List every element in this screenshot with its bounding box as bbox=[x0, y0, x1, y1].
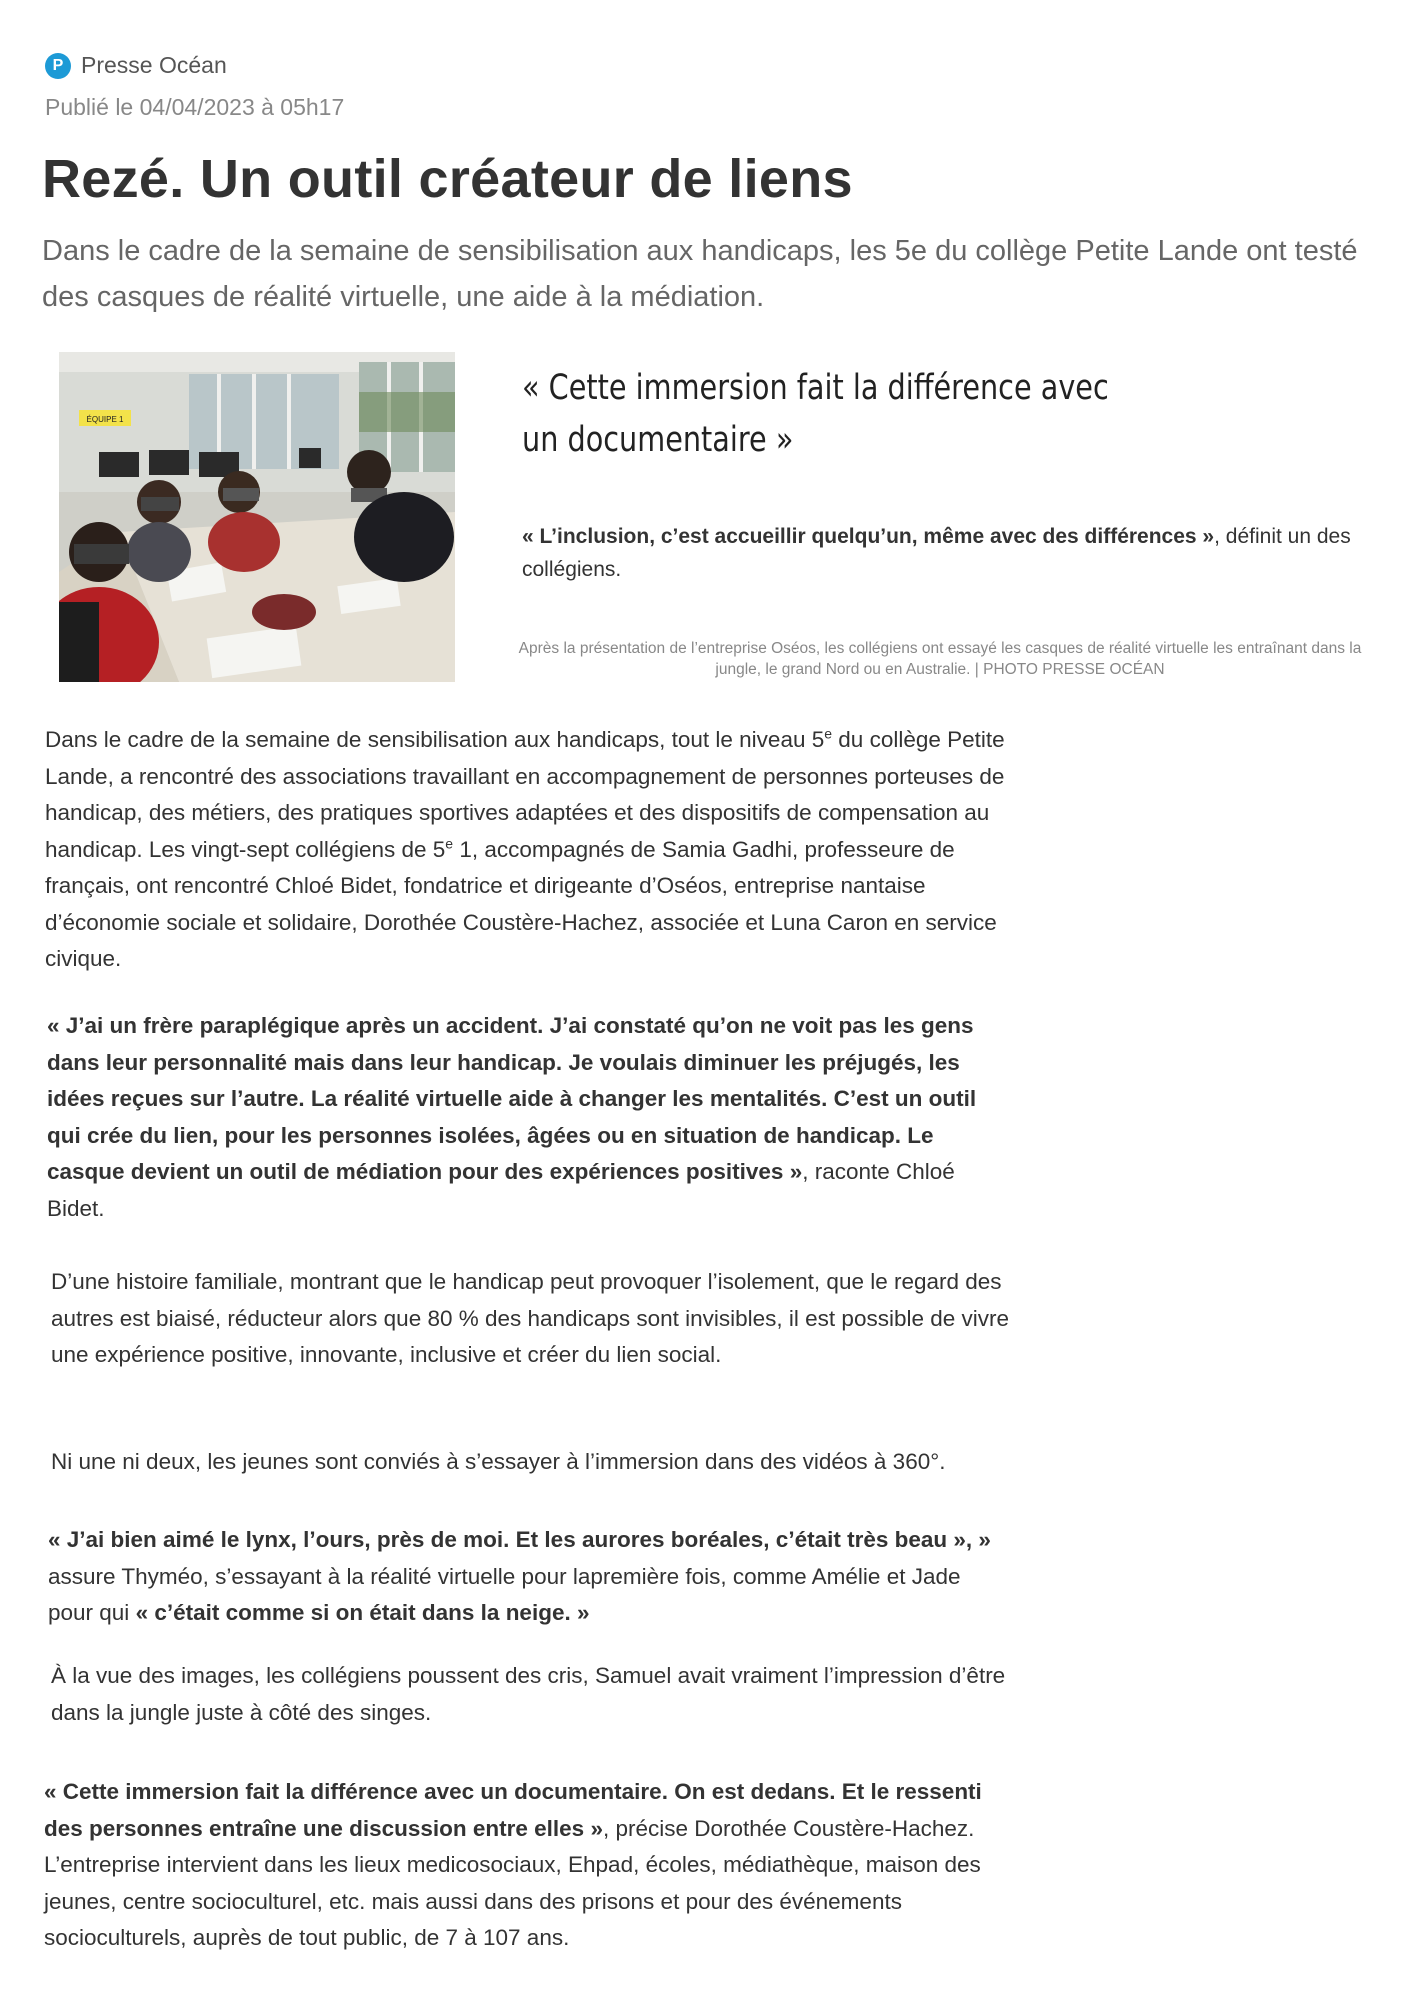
paragraph-2 bbox=[47, 1008, 1007, 1227]
publication-date: Publié le 04/04/2023 à 05h17 bbox=[45, 94, 345, 120]
classroom-sign-text: ÉQUIPE 1 bbox=[86, 415, 124, 424]
paragraph-1-text-c: 1, accompagnés de Samia Gadhi, professeure de français, ont rencontré Chloé Bidet, fondatrice et dirigeante d’Oséos, entreprise nantaise d’économie sociale et solidaire, Dorothée Coustère-Hachez, associée et Luna Caron en service civique. bbox=[45, 836, 997, 971]
paragraph-6: À la vue des images, les collégiens poussent des cris, Samuel avait vraiment l’impression d’être dans la jungle juste à côté des singes. bbox=[51, 1663, 1006, 1725]
paragraph-3: D’une histoire familiale, montrant que le handicap peut provoquer l’isolement, que le regard des autres est biaisé, réducteur alors que 80 % des handicaps sont invisibles, il est possible de vivre une expérience positive, innovante, inclusive et créer du lien social. bbox=[51, 1269, 1010, 1367]
paragraph-7-rest: , précise Dorothée Coustère-Hachez. L’entreprise intervient dans les lieux medicosociaux, Ehpad, écoles, médiathèque, maison des jeunes, centre socioculturel, etc. mais aussi dans des prisons et pour des événements socioculturels, auprès de tout public, de 7 à 107 ans. bbox=[44, 1815, 981, 1950]
paragraph-2-rest: , raconte Chloé Bidet. bbox=[47, 1159, 955, 1221]
paragraph-1-text-a: Dans le cadre de la semaine de sensibilisation aux handicaps, tout le niveau 5 bbox=[45, 727, 825, 752]
classroom-vr-photo bbox=[59, 352, 455, 682]
article-photo bbox=[59, 352, 455, 682]
paragraph-7-quote: « Cette immersion fait la différence avec un documentaire. On est dedans. Et le ressenti des personnes entraîne une discussion entre elles » bbox=[44, 1779, 982, 1841]
article-lead: Dans le cadre de la semaine de sensibilisation aux handicaps, les 5e du collège Petite Lande ont testé des casques de réalité virtuelle, une aide à la médiation. bbox=[42, 235, 1358, 313]
pull-quote: « Cette immersion fait la différence avec un documentaire » bbox=[522, 368, 1109, 460]
paragraph-5-quote-2: « c’était comme si on était dans la neige. » bbox=[135, 1600, 590, 1625]
article-title: Rezé. Un outil créateur de liens bbox=[42, 149, 853, 209]
side-quote-bold: « L’inclusion, c’est accueillir quelqu’un, même avec des différences » bbox=[522, 525, 1215, 548]
source-name[interactable]: Presse Océan bbox=[81, 52, 227, 78]
side-quote bbox=[522, 520, 1372, 586]
paragraph-5-quote-1: « J’ai bien aimé le lynx, l’ours, près de moi. Et les aurores boréales, c’était très beau », » bbox=[48, 1527, 991, 1552]
paragraph-1-text-b: du collège Petite Lande, a rencontré des associations travaillant en accompagnement de personnes porteuses de handicap, des métiers, des pratiques sportives adaptées et des dispositifs de compensation au handicap. Les vingt-sept collégiens de 5 bbox=[45, 727, 1005, 862]
paragraph-5-text: assure Thyméo, s’essayant à la réalité virtuelle pour lapremière fois, comme Amélie et Jade pour qui bbox=[48, 1563, 961, 1625]
superscript-e: e bbox=[824, 725, 833, 742]
superscript-e: e bbox=[445, 835, 454, 851]
paragraph-5 bbox=[48, 1522, 1008, 1632]
paragraph-1 bbox=[45, 722, 1005, 978]
side-quote-rest: , définit un des collégiens. bbox=[522, 525, 1351, 581]
paragraph-4: Ni une ni deux, les jeunes sont conviés à s’essayer à l’immersion dans des vidéos à 360°. bbox=[51, 1449, 946, 1474]
photo-caption: Après la présentation de l’entreprise Oséos, les collégiens ont essayé les casques de réalité virtuelle les entraînant dans la jungle, le grand Nord ou en Australie. | PHOTO PRESSE OCÉAN bbox=[518, 640, 1362, 678]
source-header bbox=[45, 52, 227, 79]
presse-ocean-logo-icon: P bbox=[45, 53, 71, 79]
paragraph-2-quote: « J’ai un frère paraplégique après un accident. J’ai constaté qu’on ne voit pas les gens dans leur personnalité mais dans leur handicap. Je voulais diminuer les préjugés, les idées reçues sur l’autre. La réalité virtuelle aide à changer les mentalités. C’est un outil qui crée du lien, pour les personnes isolées, âgées ou en situation de handicap. Le casque devient un outil de médiation pour des expériences positives » bbox=[47, 1013, 977, 1184]
paragraph-7 bbox=[44, 1774, 1004, 1957]
